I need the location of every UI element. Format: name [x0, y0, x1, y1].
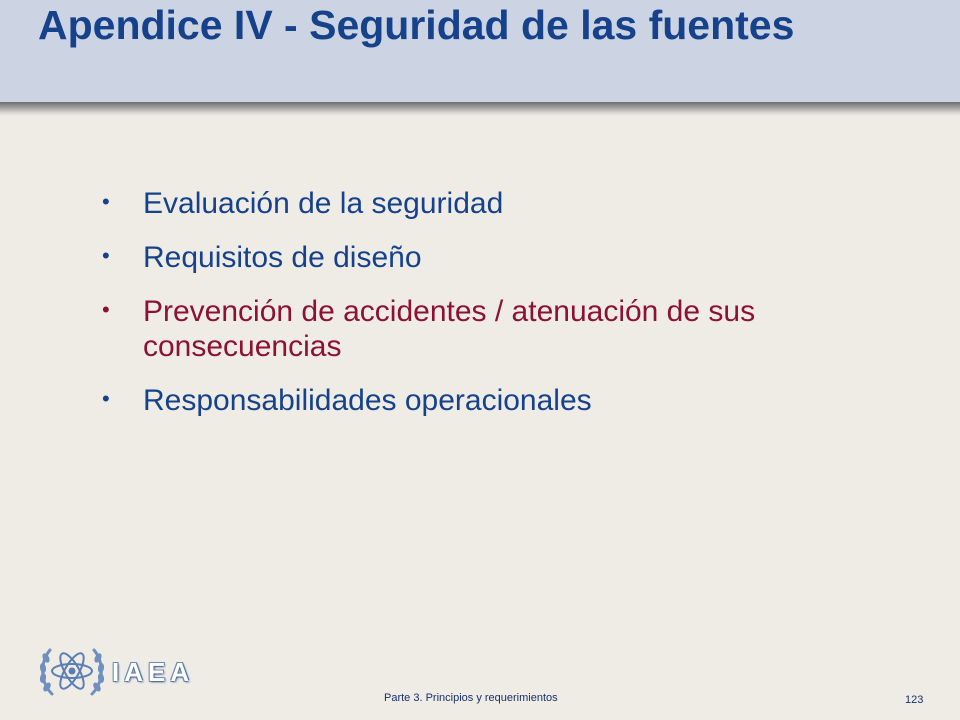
bullet-text: Evaluación de la seguridad	[143, 187, 504, 220]
bullet-dot-icon: •	[102, 243, 110, 268]
bullet-item	[100, 383, 860, 418]
bullet-list	[100, 186, 860, 437]
bullet-item	[100, 186, 860, 221]
footer-caption: Parte 3. Principios y requerimientos	[384, 692, 558, 704]
bullet-item	[100, 240, 860, 275]
bullet-text: Prevención de accidentes / atenuación de sus consecuencias	[143, 295, 756, 363]
logo-text: IAEA	[112, 657, 195, 687]
bullet-dot-icon: •	[102, 189, 110, 214]
bullet-item	[100, 294, 860, 364]
page-number: 123	[905, 694, 924, 706]
bullet-dot-icon: •	[102, 386, 110, 411]
bullet-text: Responsabilidades operacionales	[143, 384, 592, 417]
bullet-dot-icon: •	[102, 297, 110, 322]
bullet-text: Requisitos de diseño	[143, 241, 422, 274]
slide-title: Apendice IV - Seguridad de las fuentes	[38, 2, 795, 48]
title-band-shadow	[0, 102, 960, 116]
iaea-logo-icon	[38, 640, 106, 704]
